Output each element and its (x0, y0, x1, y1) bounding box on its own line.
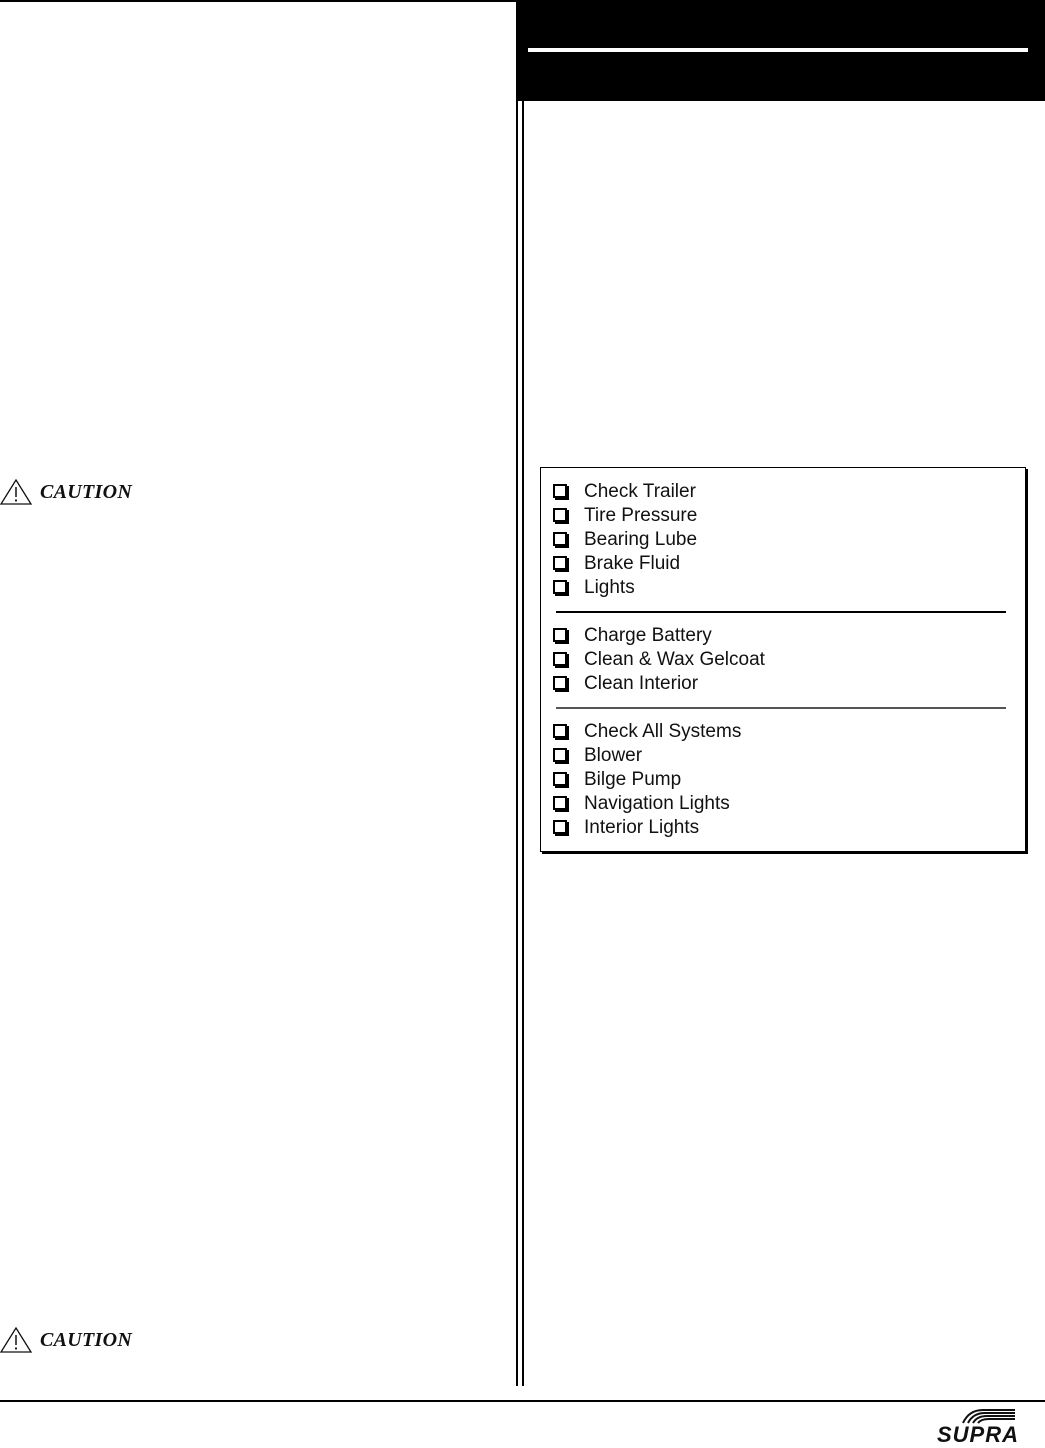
checkbox-icon[interactable] (553, 652, 567, 666)
checkbox-icon[interactable] (553, 820, 567, 834)
top-rule (0, 0, 516, 2)
checklist-item[interactable] (553, 528, 697, 552)
checkbox-icon[interactable] (553, 676, 567, 690)
checklist-item[interactable] (553, 768, 741, 792)
logo-wordmark: SUPRA (937, 1422, 1020, 1447)
checklist-item[interactable] (553, 576, 697, 600)
checkbox-icon[interactable] (553, 796, 567, 810)
checklist-item[interactable] (553, 480, 697, 504)
checklist-divider (556, 611, 1006, 613)
checkbox-icon[interactable] (553, 748, 567, 762)
checklist-item-label: Bearing Lube (584, 529, 698, 550)
checkbox-icon[interactable] (553, 508, 567, 522)
checkbox-icon[interactable] (553, 724, 567, 738)
checklist-divider (556, 707, 1006, 709)
checkbox-icon[interactable] (553, 484, 567, 498)
checklist-item[interactable] (553, 504, 697, 528)
maintenance-checklist (540, 467, 1026, 852)
checklist-item[interactable] (553, 720, 741, 744)
checklist-item-label: Interior Lights (584, 817, 700, 838)
checklist-item-label: Navigation Lights (584, 793, 730, 814)
checkbox-icon[interactable] (553, 532, 567, 546)
caution-label: CAUTION (40, 480, 133, 503)
checklist-item[interactable] (553, 648, 765, 672)
checklist-item[interactable] (553, 792, 741, 816)
checklist-item[interactable] (553, 744, 741, 768)
checklist-item-label: Brake Fluid (584, 553, 681, 574)
checklist-group-boat (553, 624, 765, 696)
checklist-item-label: Charge Battery (584, 625, 712, 646)
checklist-item-label: Clean Interior (584, 673, 699, 694)
caution-heading (0, 478, 132, 506)
checklist-item[interactable] (553, 552, 697, 576)
checklist-item[interactable] (553, 816, 741, 840)
checklist-item-label: Check All Systems (584, 721, 742, 742)
checklist-item-label: Blower (584, 745, 643, 766)
caution-heading (0, 1326, 132, 1354)
checklist-item-label: Check Trailer (584, 481, 696, 502)
checkbox-icon[interactable] (553, 772, 567, 786)
checklist-item-label: Bilge Pump (584, 769, 682, 790)
checklist-item-label: Clean & Wax Gelcoat (584, 649, 765, 670)
section-header-bar (516, 0, 1045, 101)
footer-rule (0, 1400, 1045, 1402)
column-divider (516, 101, 518, 1386)
caution-label: CAUTION (40, 1328, 133, 1351)
checklist-group-systems (553, 720, 741, 840)
supra-logo (933, 1408, 1045, 1447)
header-rule (528, 48, 1028, 52)
checklist-item-label: Tire Pressure (584, 505, 698, 526)
checkbox-icon[interactable] (553, 628, 567, 642)
checklist-item-label: Lights (584, 577, 635, 598)
checklist-item[interactable] (553, 624, 765, 648)
checkbox-icon[interactable] (553, 556, 567, 570)
checklist-item[interactable] (553, 672, 765, 696)
checkbox-icon[interactable] (553, 580, 567, 594)
column-divider (522, 101, 524, 1386)
warning-triangle-icon (0, 479, 32, 505)
checklist-group-trailer (553, 480, 697, 600)
warning-triangle-icon (0, 1327, 32, 1353)
